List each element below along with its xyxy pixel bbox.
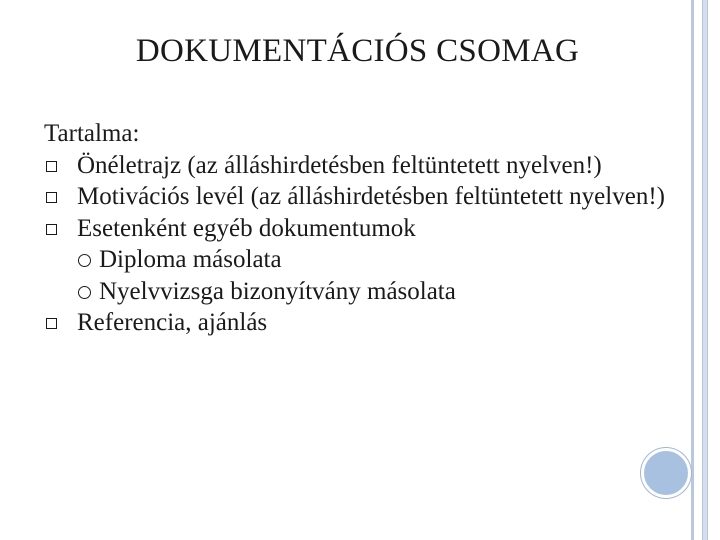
square-bullet-icon: [46, 224, 57, 235]
list-item-text: Referencia, ajánlás: [77, 309, 268, 336]
square-bullet-icon: [46, 318, 57, 329]
square-bullet-icon: [46, 161, 57, 172]
list-item: [44, 181, 684, 213]
circle-bullet-icon: [78, 254, 91, 267]
sub-list-item-text: Diploma másolata: [99, 246, 282, 273]
square-bullet-icon: [46, 192, 57, 203]
list-item-text: Önéletrajz (az álláshirdetésben feltüntetett nyelven!): [77, 151, 602, 179]
content-heading: Tartalma:: [44, 120, 140, 147]
sub-list-item-text: Nyelvvizsga bizonyítvány másolata: [99, 277, 456, 305]
circle-bullet-icon: [78, 286, 91, 299]
list-item: [44, 213, 684, 245]
list-item: [44, 150, 684, 182]
decorative-circle: [641, 448, 691, 498]
sub-list-item: [44, 276, 684, 308]
list-item: [44, 307, 684, 339]
slide-title: DOKUMENTÁCIÓS CSOMAG: [135, 33, 580, 69]
slide-content: [44, 118, 684, 339]
sub-list-item: [44, 244, 684, 276]
decorative-line: [691, 0, 694, 540]
list-item-text: Esetenként egyéb dokumentumok: [77, 214, 416, 242]
list-item-text: Motivációs levél (az álláshirdetésben feltüntetett nyelven!): [77, 183, 665, 210]
decorative-double-line: [702, 0, 708, 540]
